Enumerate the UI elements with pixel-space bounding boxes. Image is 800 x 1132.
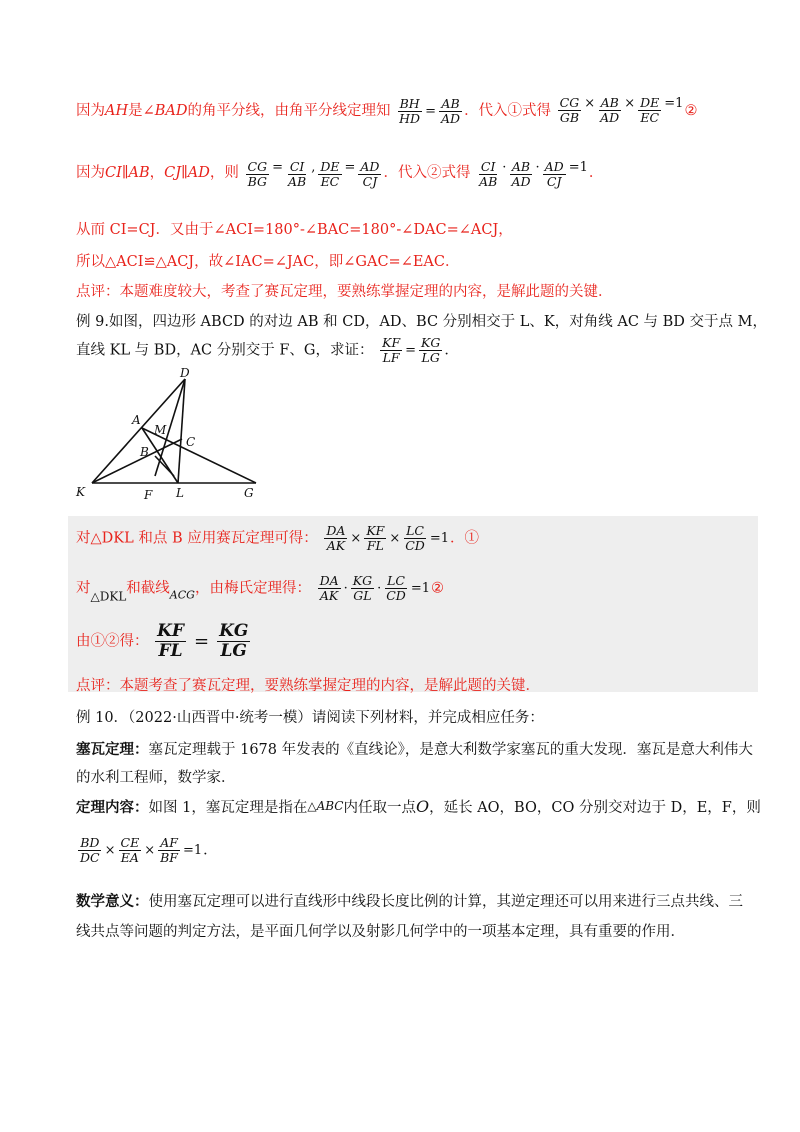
fraction: $\frac{DE}{EC}$ <box>640 95 660 125</box>
fraction: $\frac{DA}{AK}$ <box>326 523 346 553</box>
fraction: $\frac{DE}{EC}$ <box>320 159 340 189</box>
solution-9-line-2: 对$_{\triangle DKL}$和截线$_{ACG}$，由梅氏定理得： $\frac{DA}{AK}$ · $\frac{KG}{GL}$ · $\frac{LC}{CD}$ =1② <box>76 573 444 604</box>
fraction: $\frac{CI}{AB}$ <box>287 159 307 189</box>
solution-line-4: 所以△ACI≌△ACJ，故∠IAC=∠JAC，即∠GAC=∠EAC． <box>76 254 460 270</box>
fraction: $\frac{KF}{FL}$ <box>366 523 385 553</box>
label-a: A <box>132 413 141 427</box>
example-10-para-3: 数学意义：使用塞瓦定理可以进行直线形中线段长度比例的计算，其逆定理还可以用来进行三点共线、三 <box>76 893 743 910</box>
fraction: $\frac{CG}{GB}$ <box>559 95 580 125</box>
line-dl <box>178 379 185 483</box>
solution-line-1: 因为AH是∠BAD的角平分线，由角平分线定理知 $\frac{BH}{HD}$ = $\frac{AB}{AD}$ ．代入①式得 $\frac{CG}{GB}$ × $\frac{AB}{AD}$ × $\frac{DE}{EC}$ =1② <box>76 95 698 126</box>
solution-line-2: 因为CI∥AB，CJ∥AD，则 $\frac{CG}{BG}$ = $\frac{CI}{AB}$ , $\frac{DE}{EC}$ = $\frac{AD}{CJ}$ ．代入②式得 $\frac{CI}{AB}$ · $\frac{AB}{AD}$ · $\frac{AD}{CJ}$ =1． <box>76 159 604 189</box>
text: 因为 <box>76 103 105 119</box>
example-10-formula: $\frac{BD}{DC}$ × $\frac{CE}{EA}$ × $\frac{AF}{BF}$ =1． <box>80 835 218 865</box>
label-m: M <box>154 423 167 437</box>
label-b: B <box>140 445 149 459</box>
solution-line-3: 从而 CI=CJ．又由于∠ACI=180°-∠BAC=180°-∠DAC=∠ACJ， <box>76 222 513 238</box>
line-kc <box>92 439 182 483</box>
comment-line: 点评：本题难度较大，考查了赛瓦定理，要熟练掌握定理的内容，是解此题的关键． <box>76 284 613 300</box>
fraction: $\frac{KG}{LG}$ <box>421 335 441 365</box>
text: ．代入①式得 <box>464 103 552 119</box>
line-kd <box>92 379 185 483</box>
label-k: K <box>76 485 85 499</box>
text: ② <box>684 103 698 119</box>
fraction: $\frac{BD}{DC}$ <box>80 835 100 865</box>
example-10-para-1: 塞瓦定理：塞瓦定理载于 1678 年发表的《直线论》，是意大利数学家塞瓦的重大发现．塞瓦是意大利伟大 <box>76 741 753 758</box>
fraction: $\frac{AD}{CJ}$ <box>360 159 380 189</box>
fraction: $\frac{DA}{AK}$ <box>319 573 339 603</box>
geometry-figure <box>70 366 270 506</box>
solution-9-line-1: 对△DKL 和点 B 应用赛瓦定理可得： $\frac{DA}{AK}$ × $\frac{KF}{FL}$ × $\frac{LC}{CD}$ =1．① <box>76 523 479 553</box>
fraction: $\frac{LC}{CD}$ <box>405 523 425 553</box>
fraction: $\frac{AB}{AD}$ <box>600 95 620 125</box>
label-c: C <box>186 435 196 449</box>
example-9-line-2: 直线 KL 与 BD，AC 分别交于 F、G，求证： $\frac{KF}{LF}$ = $\frac{KG}{LG}$ ． <box>76 335 459 365</box>
fraction: $\frac{CG}{BG}$ <box>247 159 268 189</box>
solution-9-comment: 点评：本题考查了赛瓦定理，要熟练掌握定理的内容，是解此题的关键． <box>76 678 540 694</box>
label-g: G <box>244 486 254 500</box>
example-10-title: 例 10．（2022·山西晋中·统考一模）请阅读下列材料，并完成相应任务： <box>76 710 544 726</box>
label-f: F <box>144 488 153 502</box>
text: 的角平分线，由角平分线定理知 <box>187 103 391 119</box>
fraction: $\frac{CI}{AB}$ <box>479 159 498 189</box>
example-10-para-1b: 的水利工程师，数学家． <box>76 770 236 786</box>
text: AH <box>105 103 129 119</box>
fraction: $\frac{KG}{GL}$ <box>352 573 373 603</box>
example-10-para-2: 定理内容：如图 1，塞瓦定理是指在△ABC内任取一点O，延长 AO，BO，CO 分别交对边于 D，E，F，则 <box>76 797 761 816</box>
fraction: $\frac{BH}{HD}$ <box>399 95 421 126</box>
example-9-line-1: 例 9.如图，四边形 ABCD 的对边 AB 和 CD，AD、BC 分别相交于 L、K，对角线 AC 与 BD 交于点 M， <box>76 314 767 330</box>
fraction: $\frac{AF}{BF}$ <box>160 835 178 865</box>
fraction: $\frac{CE}{EA}$ <box>120 835 140 865</box>
text: 是∠ <box>128 103 155 119</box>
solution-9-line-3: 由①②得： $\frac{KF}{FL}$ = $\frac{KG}{LG}$ <box>76 621 249 661</box>
label-d: D <box>180 366 190 380</box>
fraction: $\frac{AB}{AD}$ <box>511 159 531 189</box>
fraction: $\frac{AB}{AD}$ <box>441 95 461 126</box>
label-l: L <box>176 486 184 500</box>
fraction: $\frac{LC}{CD}$ <box>386 573 406 603</box>
example-10-para-3b: 线共点等问题的判定方法，是平面几何学以及射影几何学中的一项基本定理，具有重要的作用． <box>76 924 685 940</box>
text: 因为 <box>76 165 105 181</box>
fraction: $\frac{AD}{CJ}$ <box>544 159 564 189</box>
fraction: $\frac{KG}{LG}$ <box>219 621 249 661</box>
fraction: $\frac{KF}{LF}$ <box>382 335 401 365</box>
fraction: $\frac{KF}{FL}$ <box>157 621 184 661</box>
text: BAD <box>154 103 188 119</box>
